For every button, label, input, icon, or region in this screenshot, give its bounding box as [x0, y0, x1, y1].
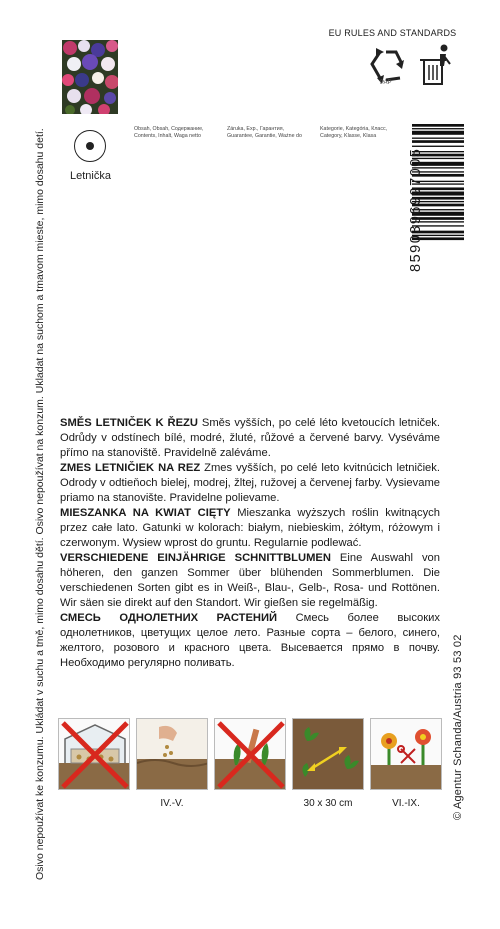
content-label: Kategorie, Kategória, Класс, — [320, 126, 388, 132]
description-text: Zmes vyšších, po celé leto kvitnúcich letničiek. Odrody v odtieňoch bielej, modrej, žltej, ružovej a červenej farby. Vysievame priamo na stanovište. Pravidelne polievame. — [60, 462, 440, 504]
description-de — [60, 551, 440, 611]
annual-badge — [70, 130, 130, 182]
barcode-number: 8590396997005 — [408, 147, 424, 272]
storage-warning-text: Osivo nepoužívat ke konzumu. Ukládat v suchu a tmě, mimo dosahu dětí. Osivo nepoužívat na konzum. Ukladat na suchom a tmavom mieste, mimo dosahu detí. — [34, 128, 46, 880]
transplanting-icon — [214, 718, 286, 790]
description-pl — [60, 506, 440, 551]
eu-standards — [320, 28, 465, 105]
description-heading: VERSCHIEDENE EINJÄHRIGE SCHNITTBLUMEN — [60, 552, 331, 564]
spacing-icon — [292, 718, 364, 790]
description-heading: СМЕСЬ ОДНОЛЕТНИХ РАСТЕНИЙ — [60, 612, 278, 624]
product-photo — [62, 40, 118, 114]
eu-symbols — [320, 38, 465, 100]
direct-sowing-icon — [136, 718, 208, 790]
description-text: Eine Auswahl von höheren, den ganzen Sommer über blühenden Sommerblumen. Die verschiedenen Sorten gibt es in Weiß-, Blau-, Gelb-, Rosa- und Rottönen. Wir säen sie direkt auf den Standort. Wir gießen sie regelmäßig. — [60, 552, 440, 609]
description-text: Směs vyšších, po celé léto kvetoucích letniček. Odrůdy v odstínech bílé, modré, žluté, růžové a červené barvy. Vyséváme přímo na stanoviště. Pravidelně zaléváme. — [60, 417, 440, 459]
flowering-icon — [370, 718, 442, 790]
content-label: Category, Klasse, Klasa — [320, 133, 377, 139]
description-heading: ZMES LETNIČIEK NA REZ — [60, 462, 201, 474]
annual-circle-icon — [74, 130, 106, 162]
description-text: Смесь более высоких однолетников, цветущих целое лето. Разные сорта – белого, синего, желтого, розового и красного цвета. Высевается прямо в почву. Необходимо регулярно поливать. — [60, 612, 441, 669]
flowering-label: VI.-IX. — [392, 798, 420, 809]
direct-sowing-label: IV.-V. — [160, 798, 184, 809]
copyright-text: © Agentur Schanda/Austria 93 53 02 — [452, 634, 464, 820]
description-cs — [60, 416, 440, 461]
trash-bin-icon — [420, 45, 450, 85]
description-ru — [60, 611, 440, 671]
description-heading: SMĚS LETNIČEK K ŘEZU — [60, 417, 198, 429]
content-label: Obsah, Obsah, Содержание, — [134, 126, 204, 132]
eu-title: EU RULES AND STANDARDS — [328, 28, 457, 38]
sowing-instructions — [58, 718, 442, 808]
content-labels-row — [134, 126, 414, 133]
content-label: Contents, Inhalt, Waga netto — [134, 133, 201, 139]
product-descriptions — [60, 416, 440, 671]
content-labels — [134, 126, 414, 140]
content-label: Záruka, Exp., Гарантия, — [227, 126, 285, 132]
annual-label: Letnička — [70, 170, 111, 182]
recycle-icon — [372, 48, 404, 84]
description-text: Mieszanka wyższych roślin kwitnących przez całe lato. Gatunki w kolorach: białym, niebieskim, żółtym, różowym i czerwonym. Wysiew wprost do gruntu. Regularnie podlewać. — [60, 507, 440, 549]
greenhouse-sowing-icon — [58, 718, 130, 790]
description-heading: MIESZANKA NA KWIAT CIĘTY — [60, 507, 231, 519]
pap-label: PAP — [380, 80, 392, 86]
content-labels-row — [134, 133, 414, 140]
content-label: Guarantee, Garantie, Ważne do — [227, 133, 302, 139]
spacing-label: 30 x 30 cm — [303, 798, 353, 809]
description-sk — [60, 461, 440, 506]
